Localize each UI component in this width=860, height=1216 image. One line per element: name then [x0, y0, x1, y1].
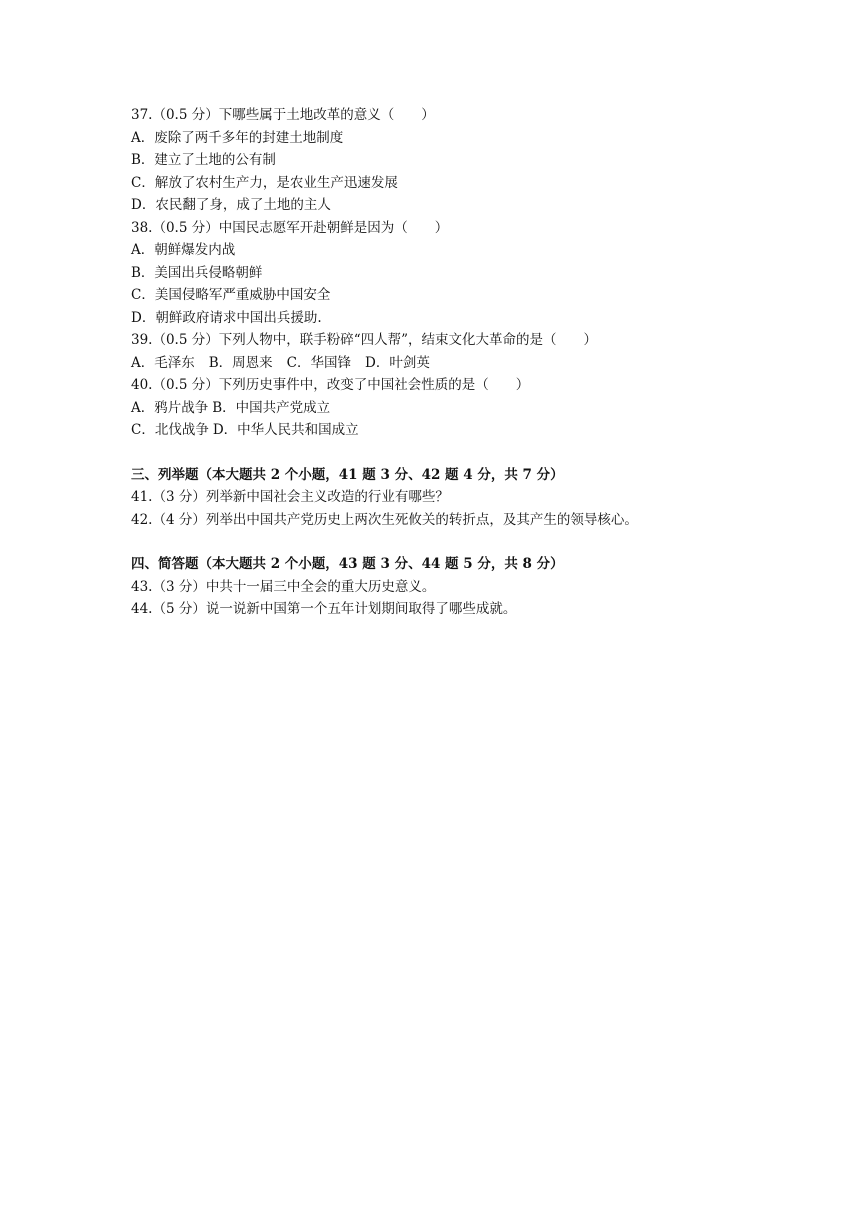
options-row	[131, 352, 731, 375]
section-title: 四、简答题（本大题共 2 个小题，43 题 3 分、44 题 5 分，共 8 分）	[131, 556, 564, 572]
option-a: A．废除了两千多年的封建土地制度	[131, 129, 344, 146]
option-d: D．农民翻了身，成了土地的主人	[131, 197, 331, 213]
question-44: 44.（5 分）说一说新中国第一个五年计划期间取得了哪些成就。	[131, 601, 517, 617]
option-d: D．朝鲜政府请求中国出兵援助.	[131, 309, 322, 326]
options-row-2	[131, 419, 731, 442]
question-stem: 39.（0.5 分）下列人物中，联手粉碎“四人帮”，结束文化大革命的是（ ）	[131, 332, 598, 348]
option-a: A．毛泽东	[131, 354, 195, 371]
question-stem: 38.（0.5 分）中国民志愿军开赴朝鲜是因为（ ）	[131, 219, 449, 236]
question-40	[131, 374, 731, 442]
option-c: C．解放了农村生产力，是农业生产迅速发展	[131, 174, 398, 191]
question-42: 42.（4 分）列举出中国共产党历史上两次生死攸关的转折点，及其产生的领导核心。	[131, 511, 638, 528]
options-row-1	[131, 397, 731, 420]
section-spacer	[131, 531, 731, 553]
question-38	[131, 217, 731, 330]
option-c: C．美国侵略军严重威胁中国安全	[131, 287, 331, 303]
option-d: D．中华人民共和国成立	[212, 422, 359, 438]
question-37	[131, 104, 731, 217]
option-a: A．朝鲜爆发内战	[131, 242, 236, 258]
question-43: 43.（3 分）中共十一届三中全会的重大历史意义。	[131, 578, 436, 595]
option-b: B．建立了土地的公有制	[131, 152, 276, 168]
question-stem: 37.（0.5 分）下哪些属于土地改革的意义（ ）	[131, 107, 435, 123]
option-c: C．北伐战争	[131, 422, 209, 438]
question-39	[131, 329, 731, 374]
option-b: B．中国共产党成立	[212, 399, 331, 416]
section-spacer	[131, 442, 731, 464]
question-41: 41.（3 分）列举新中国社会主义改造的行业有哪些？	[131, 489, 449, 505]
option-b: B．美国出兵侵略朝鲜	[131, 264, 263, 281]
option-b: B．周恩来	[208, 354, 273, 371]
option-a: A．鸦片战争	[131, 399, 209, 416]
option-c: C．华国锋	[286, 354, 352, 371]
section-short-answer	[131, 553, 731, 621]
option-d: D．叶剑英	[365, 354, 430, 371]
section-listing	[131, 464, 731, 532]
question-stem: 40.（0.5 分）下列历史事件中，改变了中国社会性质的是（ ）	[131, 377, 530, 393]
section-title: 三、列举题（本大题共 2 个小题，41 题 3 分、42 题 4 分，共 7 分）	[131, 466, 564, 483]
exam-page	[131, 104, 731, 621]
